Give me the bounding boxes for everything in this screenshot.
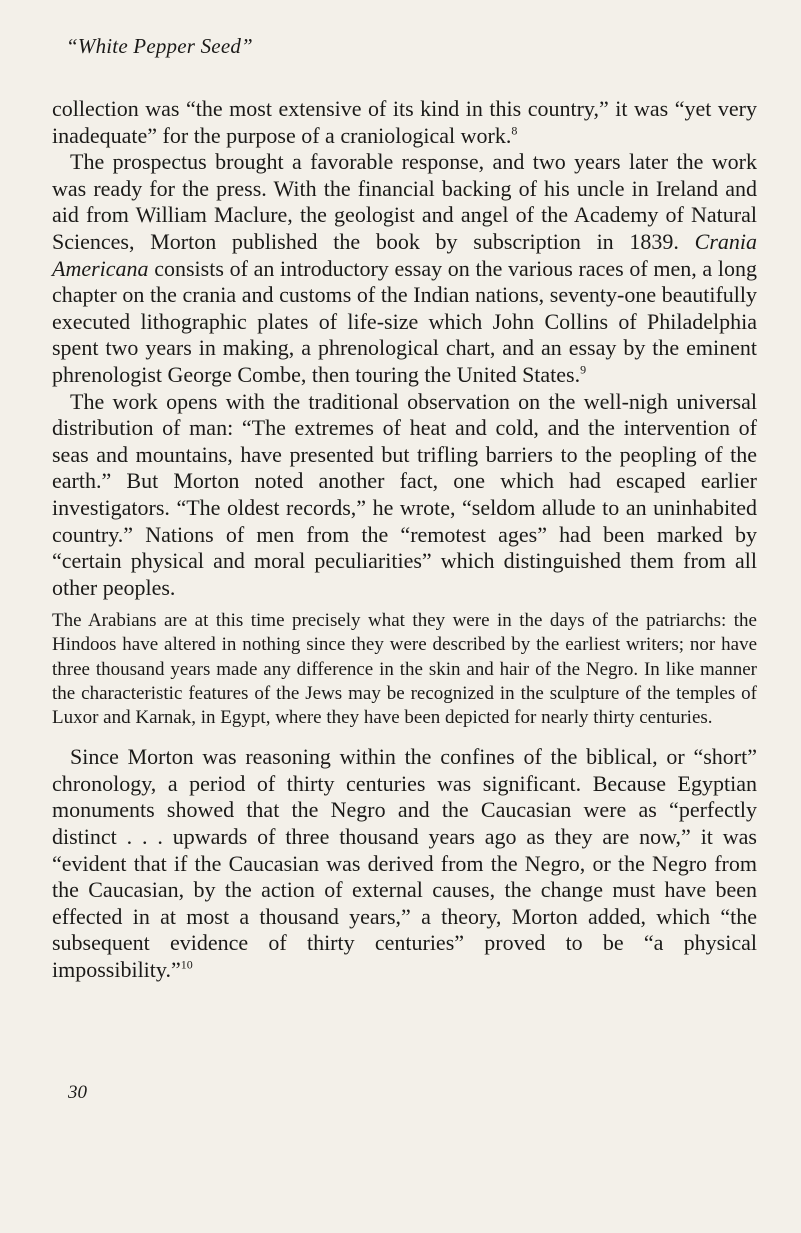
block-quote: The Arabians are at this time precisely what they were in the days of the patriarchs: the Hindoos have altered in nothing since they were described by the earliest writers; nor have three thousand years made any difference in the skin and hair of the Negro. In like manner the characteristic features of the Jews may be recognized in the sculpture of the temples of Luxor and Karnak, in Egypt, where they have been depicted for nearly thirty centuries. — [52, 610, 757, 729]
body-text — [52, 96, 757, 984]
paragraph-3 — [52, 389, 757, 602]
running-head: “White Pepper Seed” — [66, 34, 253, 58]
paragraph-1-text: collection was “the most extensive of its kind in this country,” it was “yet very inadequate” for the purpose of a craniological work. — [52, 96, 757, 148]
paragraph-2 — [52, 149, 757, 388]
paragraph-1 — [52, 96, 757, 149]
footnote-ref-9: 9 — [580, 362, 587, 377]
paragraph-2-text-a: The prospectus brought a favorable response, and two years later the work was ready for the press. With the financial backing of his uncle in Ireland and aid from William Maclure, the geologist and angel of the Academy of Natural Sciences, Morton published the book by subscription in 1839. — [52, 149, 757, 254]
footnote-ref-10: 10 — [180, 957, 193, 972]
paragraph-4-text: Since Morton was reasoning within the confines of the biblical, or “short” chronology, a period of thirty centuries was significant. Because Egyptian monuments showed that the Negro and the Caucasian were as “perfectly distinct . . . upwards of three thousand years ago as they are now,” it was “evident that if the Caucasian was derived from the Negro, or the Negro from the Caucasian, by the action of external causes, the change must have been effected in at most a thousand years,” a theory, Morton added, which “the subsequent evidence of thirty centuries” proved to be “a physical impossibility.” — [52, 744, 757, 983]
book-title: Crania Americana — [52, 228, 757, 281]
paragraph-4 — [52, 744, 757, 983]
paragraph-2-text-b: consists of an introductory essay on the various races of men, a long chapter on the crania and customs of the Indian nations, seventy-one beautifully executed lithographic plates of life-size which John Collins of Philadelphia spent two years in making, a phrenological chart, and an essay by the eminent phrenologist George Combe, then touring the United States. — [52, 255, 757, 387]
paragraph-3-text: The work opens with the traditional observation on the well-nigh universal distribution of man: “The extremes of heat and cold, and the intervention of seas and mountains, have presented but trifling barriers to the peopling of the earth.” But Morton noted another fact, one which had escaped earlier investigators. “The oldest records,” he wrote, “seldom allude to an uninhabited country.” Nations of men from the “remotest ages” had been marked by “certain physical and moral peculiarities” which distinguished them from all other peoples. — [52, 388, 757, 600]
book-page — [52, 0, 757, 1233]
page-number: 30 — [68, 1082, 87, 1103]
footnote-ref-8: 8 — [511, 123, 518, 138]
